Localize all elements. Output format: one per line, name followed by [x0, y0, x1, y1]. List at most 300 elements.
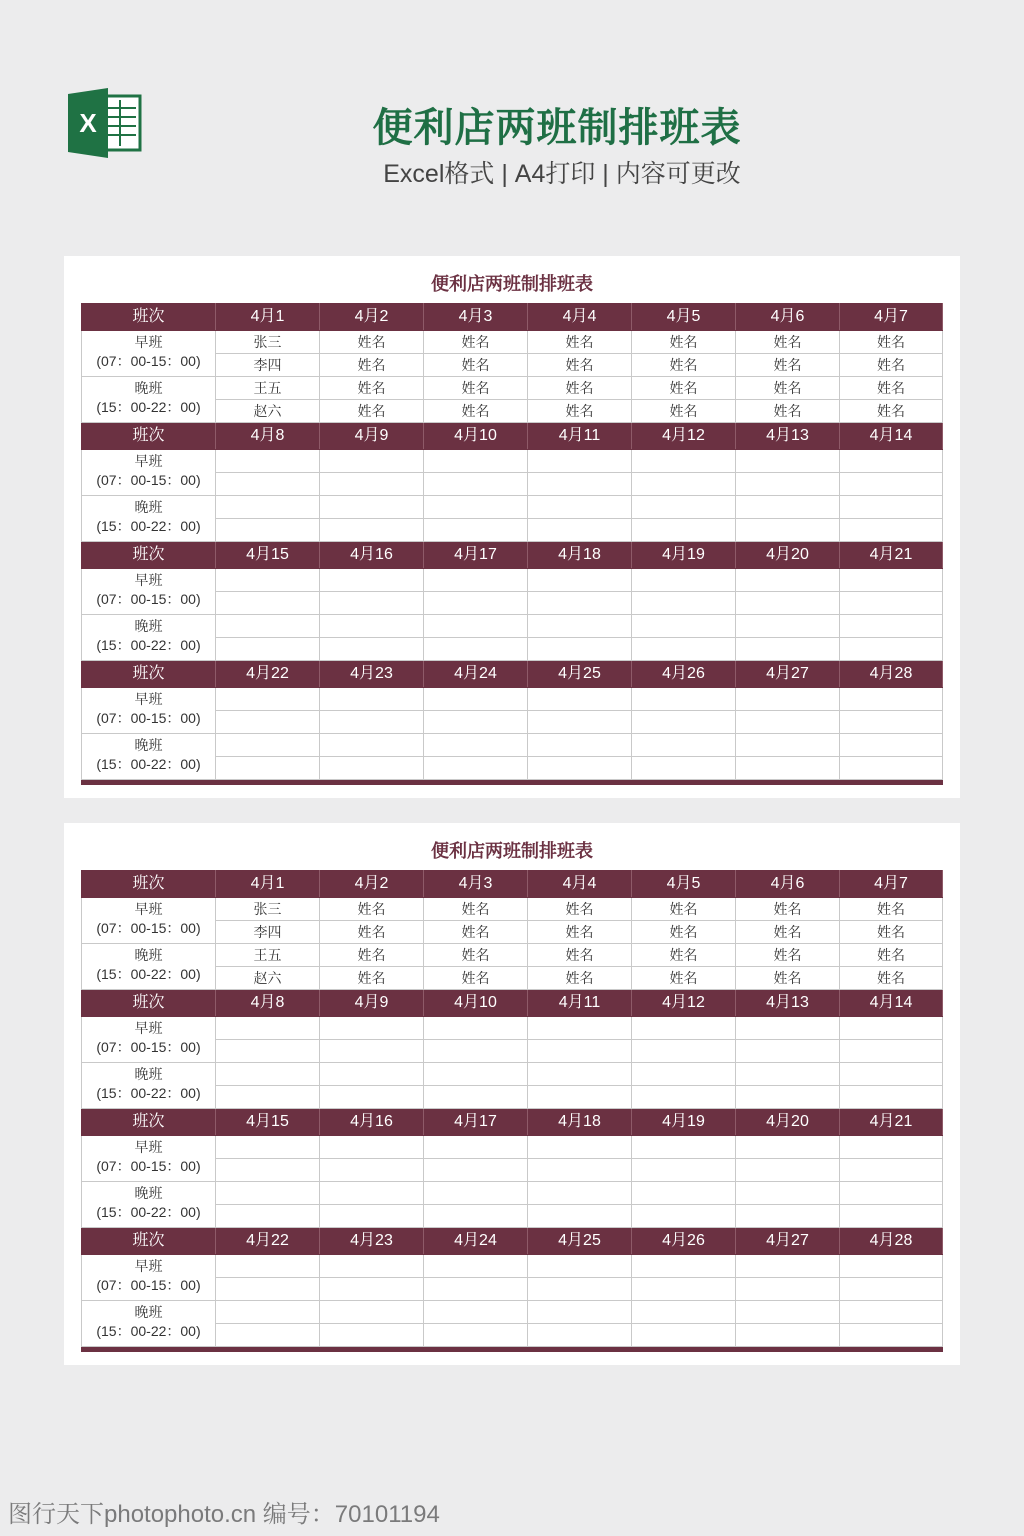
name-cell[interactable]	[424, 1040, 528, 1063]
name-cell[interactable]	[736, 592, 840, 615]
name-cell[interactable]	[424, 1301, 528, 1324]
name-cell[interactable]: 姓名	[840, 354, 943, 377]
name-cell[interactable]: 姓名	[528, 400, 632, 423]
name-cell[interactable]	[840, 1278, 943, 1301]
name-cell[interactable]	[216, 1063, 320, 1086]
name-cell[interactable]	[736, 1040, 840, 1063]
name-cell[interactable]	[736, 519, 840, 542]
name-cell[interactable]	[216, 638, 320, 661]
name-cell[interactable]	[424, 1017, 528, 1040]
name-cell[interactable]	[320, 1086, 424, 1109]
name-cell[interactable]	[840, 711, 943, 734]
name-cell[interactable]: 李四	[216, 354, 320, 377]
name-cell[interactable]	[320, 1159, 424, 1182]
evening-shift-label	[82, 734, 216, 780]
morning-shift-label	[82, 569, 216, 615]
date-header-cell: 4月4	[528, 304, 632, 331]
name-cell[interactable]	[320, 757, 424, 780]
name-cell[interactable]: 姓名	[528, 967, 632, 990]
name-cell[interactable]	[320, 592, 424, 615]
date-header-cell: 4月21	[840, 1109, 943, 1136]
name-cell[interactable]	[632, 519, 736, 542]
evening-shift-label	[82, 1182, 216, 1228]
date-header-cell: 4月20	[736, 542, 840, 569]
name-cell[interactable]: 姓名	[840, 331, 943, 354]
name-cell[interactable]	[528, 638, 632, 661]
name-cell[interactable]	[840, 688, 943, 711]
date-header-cell: 4月26	[632, 1228, 736, 1255]
name-cell[interactable]	[424, 1159, 528, 1182]
shift-label-text: 早班 (07：00-15：00)	[96, 334, 201, 369]
name-cell[interactable]	[632, 1086, 736, 1109]
date-header-cell: 4月22	[216, 661, 320, 688]
name-cell[interactable]	[320, 1182, 424, 1205]
name-cell[interactable]	[528, 1301, 632, 1324]
name-cell[interactable]	[528, 615, 632, 638]
name-cell[interactable]	[632, 1324, 736, 1347]
date-header-row	[82, 661, 943, 688]
name-cell[interactable]	[632, 734, 736, 757]
name-cell[interactable]	[424, 711, 528, 734]
name-cell[interactable]: 姓名	[840, 377, 943, 400]
morning-shift-label	[82, 1136, 216, 1182]
name-cell[interactable]	[320, 1040, 424, 1063]
name-cell[interactable]: 姓名	[840, 967, 943, 990]
name-cell[interactable]	[632, 1182, 736, 1205]
watermark-text: 图行天下photophoto.cn 编号：70101194	[8, 1501, 440, 1528]
name-cell[interactable]	[528, 1136, 632, 1159]
evening-shift-label	[82, 944, 216, 990]
page-header	[0, 0, 1024, 220]
table-footer-bar	[82, 1347, 943, 1352]
name-cell[interactable]	[216, 496, 320, 519]
name-cell[interactable]	[216, 1182, 320, 1205]
name-cell[interactable]	[216, 1017, 320, 1040]
name-cell[interactable]: 姓名	[528, 944, 632, 967]
name-cell[interactable]	[736, 1324, 840, 1347]
name-cell[interactable]	[216, 1324, 320, 1347]
name-cell[interactable]: 姓名	[632, 967, 736, 990]
date-header-cell: 4月20	[736, 1109, 840, 1136]
name-cell[interactable]	[216, 1301, 320, 1324]
name-cell[interactable]: 姓名	[736, 898, 840, 921]
shift-label-text: 晚班 (15：00-22：00)	[96, 1304, 201, 1339]
name-cell[interactable]: 姓名	[320, 377, 424, 400]
name-cell[interactable]	[840, 1136, 943, 1159]
name-cell[interactable]	[736, 638, 840, 661]
name-cell[interactable]	[632, 592, 736, 615]
name-cell[interactable]: 姓名	[632, 331, 736, 354]
name-cell[interactable]	[216, 1040, 320, 1063]
morning-shift-label	[82, 1017, 216, 1063]
name-cell[interactable]	[320, 496, 424, 519]
name-cell[interactable]	[632, 450, 736, 473]
name-cell[interactable]	[632, 1063, 736, 1086]
name-cell[interactable]	[216, 1278, 320, 1301]
name-cell[interactable]	[216, 592, 320, 615]
shift-label-text: 晚班 (15：00-22：00)	[96, 618, 201, 653]
name-cell[interactable]: 李四	[216, 921, 320, 944]
date-header-cell: 4月3	[424, 304, 528, 331]
name-cell[interactable]: 姓名	[632, 898, 736, 921]
name-cell[interactable]	[320, 1255, 424, 1278]
shift-label-text: 晚班 (15：00-22：00)	[96, 380, 201, 415]
name-cell[interactable]	[216, 734, 320, 757]
name-cell[interactable]	[424, 1086, 528, 1109]
name-cell[interactable]: 姓名	[320, 967, 424, 990]
name-cell[interactable]	[528, 1205, 632, 1228]
name-cell[interactable]	[840, 450, 943, 473]
name-cell[interactable]	[216, 519, 320, 542]
date-header-cell: 4月27	[736, 661, 840, 688]
name-cell[interactable]	[320, 1063, 424, 1086]
name-cell[interactable]	[736, 1205, 840, 1228]
name-cell[interactable]	[424, 1182, 528, 1205]
name-cell[interactable]: 姓名	[424, 898, 528, 921]
schedule-sheet-2	[64, 823, 960, 1365]
name-cell[interactable]: 姓名	[736, 944, 840, 967]
name-cell[interactable]	[840, 592, 943, 615]
name-cell[interactable]: 姓名	[424, 967, 528, 990]
name-cell[interactable]: 姓名	[528, 377, 632, 400]
name-cell[interactable]: 姓名	[320, 354, 424, 377]
name-cell[interactable]: 姓名	[528, 898, 632, 921]
name-cell[interactable]	[840, 1301, 943, 1324]
name-cell[interactable]	[320, 1301, 424, 1324]
shift-column-header: 班次	[82, 661, 216, 688]
name-cell[interactable]	[736, 1136, 840, 1159]
name-cell[interactable]	[632, 1040, 736, 1063]
name-cell[interactable]: 赵六	[216, 400, 320, 423]
name-cell[interactable]	[840, 1255, 943, 1278]
date-header-cell: 4月23	[320, 661, 424, 688]
name-cell[interactable]: 姓名	[632, 377, 736, 400]
morning-shift-label	[82, 898, 216, 944]
name-cell[interactable]	[320, 638, 424, 661]
date-header-cell: 4月28	[840, 1228, 943, 1255]
name-cell[interactable]	[736, 1159, 840, 1182]
name-cell[interactable]	[632, 569, 736, 592]
name-cell[interactable]	[736, 496, 840, 519]
name-cell[interactable]	[528, 1324, 632, 1347]
name-cell[interactable]	[528, 1159, 632, 1182]
name-cell[interactable]	[528, 1040, 632, 1063]
name-cell[interactable]: 姓名	[424, 944, 528, 967]
name-cell[interactable]	[840, 473, 943, 496]
name-cell[interactable]: 赵六	[216, 967, 320, 990]
name-cell[interactable]	[736, 1063, 840, 1086]
name-cell[interactable]	[320, 734, 424, 757]
name-cell[interactable]	[424, 569, 528, 592]
date-header-cell: 4月9	[320, 990, 424, 1017]
name-cell[interactable]	[736, 473, 840, 496]
name-cell[interactable]	[320, 1205, 424, 1228]
name-cell[interactable]	[840, 519, 943, 542]
name-cell[interactable]	[424, 1063, 528, 1086]
table-footer-bar	[82, 780, 943, 785]
date-header-cell: 4月12	[632, 990, 736, 1017]
name-cell[interactable]	[216, 1159, 320, 1182]
name-cell[interactable]	[528, 757, 632, 780]
name-cell[interactable]	[632, 473, 736, 496]
name-cell[interactable]	[216, 473, 320, 496]
table-row	[82, 1017, 943, 1040]
shift-label-text: 早班 (07：00-15：00)	[96, 1020, 201, 1055]
name-cell[interactable]	[840, 638, 943, 661]
name-cell[interactable]	[528, 473, 632, 496]
name-cell[interactable]: 张三	[216, 898, 320, 921]
name-cell[interactable]	[632, 1136, 736, 1159]
name-cell[interactable]	[840, 1017, 943, 1040]
name-cell[interactable]	[424, 1205, 528, 1228]
shift-column-header: 班次	[82, 990, 216, 1017]
name-cell[interactable]: 王五	[216, 944, 320, 967]
svg-text:X: X	[79, 108, 97, 138]
date-header-cell: 4月8	[216, 423, 320, 450]
date-header-row	[82, 871, 943, 898]
name-cell[interactable]	[840, 1324, 943, 1347]
name-cell[interactable]	[320, 1278, 424, 1301]
name-cell[interactable]	[528, 1063, 632, 1086]
name-cell[interactable]: 姓名	[424, 354, 528, 377]
name-cell[interactable]: 姓名	[736, 354, 840, 377]
name-cell[interactable]: 张三	[216, 331, 320, 354]
table-row	[82, 496, 943, 519]
name-cell[interactable]	[424, 473, 528, 496]
date-header-cell: 4月22	[216, 1228, 320, 1255]
name-cell[interactable]	[216, 711, 320, 734]
name-cell[interactable]	[840, 1182, 943, 1205]
shift-column-header: 班次	[82, 1228, 216, 1255]
name-cell[interactable]	[424, 1255, 528, 1278]
name-cell[interactable]	[320, 473, 424, 496]
name-cell[interactable]: 姓名	[632, 400, 736, 423]
name-cell[interactable]: 姓名	[320, 331, 424, 354]
name-cell[interactable]	[528, 569, 632, 592]
name-cell[interactable]	[632, 1205, 736, 1228]
name-cell[interactable]	[736, 1017, 840, 1040]
name-cell[interactable]	[424, 592, 528, 615]
name-cell[interactable]: 姓名	[736, 921, 840, 944]
name-cell[interactable]	[632, 757, 736, 780]
name-cell[interactable]	[840, 757, 943, 780]
name-cell[interactable]	[736, 688, 840, 711]
name-cell[interactable]: 姓名	[736, 967, 840, 990]
table-row	[82, 569, 943, 592]
name-cell[interactable]	[424, 496, 528, 519]
name-cell[interactable]	[840, 1040, 943, 1063]
name-cell[interactable]	[840, 1086, 943, 1109]
morning-shift-label	[82, 331, 216, 377]
name-cell[interactable]	[528, 1017, 632, 1040]
name-cell[interactable]	[528, 1086, 632, 1109]
name-cell[interactable]	[736, 757, 840, 780]
date-header-cell: 4月21	[840, 542, 943, 569]
name-cell[interactable]	[736, 1278, 840, 1301]
name-cell[interactable]	[216, 615, 320, 638]
name-cell[interactable]	[424, 638, 528, 661]
name-cell[interactable]	[424, 688, 528, 711]
name-cell[interactable]	[528, 734, 632, 757]
name-cell[interactable]	[632, 1255, 736, 1278]
name-cell[interactable]	[736, 615, 840, 638]
date-header-cell: 4月26	[632, 661, 736, 688]
table-row	[82, 450, 943, 473]
date-header-cell: 4月12	[632, 423, 736, 450]
page-subtitle: Excel格式 | A4打印 | 内容可更改	[383, 160, 741, 188]
name-cell[interactable]	[424, 757, 528, 780]
name-cell[interactable]	[216, 1086, 320, 1109]
name-cell[interactable]	[840, 734, 943, 757]
name-cell[interactable]	[216, 1136, 320, 1159]
name-cell[interactable]	[736, 711, 840, 734]
date-header-cell: 4月19	[632, 1109, 736, 1136]
name-cell[interactable]	[320, 1324, 424, 1347]
name-cell[interactable]	[424, 734, 528, 757]
name-cell[interactable]	[528, 496, 632, 519]
morning-shift-label	[82, 688, 216, 734]
name-cell[interactable]	[528, 592, 632, 615]
date-header-cell: 4月7	[840, 304, 943, 331]
name-cell[interactable]	[840, 1205, 943, 1228]
name-cell[interactable]: 王五	[216, 377, 320, 400]
date-header-cell: 4月16	[320, 1109, 424, 1136]
date-header-cell: 4月4	[528, 871, 632, 898]
shift-label-text: 晚班 (15：00-22：00)	[96, 1185, 201, 1220]
date-header-row	[82, 423, 943, 450]
name-cell[interactable]: 姓名	[736, 400, 840, 423]
sheet-title: 便利店两班制排班表	[431, 274, 593, 294]
name-cell[interactable]	[528, 450, 632, 473]
name-cell[interactable]	[528, 1278, 632, 1301]
name-cell[interactable]	[840, 615, 943, 638]
date-header-cell: 4月9	[320, 423, 424, 450]
name-cell[interactable]	[216, 1205, 320, 1228]
name-cell[interactable]	[320, 519, 424, 542]
name-cell[interactable]: 姓名	[424, 331, 528, 354]
name-cell[interactable]	[424, 1278, 528, 1301]
morning-shift-label	[82, 450, 216, 496]
name-cell[interactable]	[320, 615, 424, 638]
name-cell[interactable]	[528, 688, 632, 711]
name-cell[interactable]: 姓名	[736, 377, 840, 400]
name-cell[interactable]	[216, 450, 320, 473]
name-cell[interactable]	[736, 569, 840, 592]
name-cell[interactable]: 姓名	[424, 377, 528, 400]
shift-label-text: 晚班 (15：00-22：00)	[96, 737, 201, 772]
date-header-cell: 4月15	[216, 1109, 320, 1136]
name-cell[interactable]	[320, 688, 424, 711]
name-cell[interactable]: 姓名	[840, 898, 943, 921]
name-cell[interactable]: 姓名	[424, 400, 528, 423]
name-cell[interactable]	[528, 519, 632, 542]
name-cell[interactable]: 姓名	[840, 921, 943, 944]
date-header-cell: 4月10	[424, 990, 528, 1017]
name-cell[interactable]: 姓名	[840, 944, 943, 967]
name-cell[interactable]	[528, 1182, 632, 1205]
name-cell[interactable]: 姓名	[632, 944, 736, 967]
name-cell[interactable]: 姓名	[840, 400, 943, 423]
name-cell[interactable]	[216, 757, 320, 780]
name-cell[interactable]: 姓名	[320, 898, 424, 921]
date-header-cell: 4月18	[528, 1109, 632, 1136]
name-cell[interactable]	[424, 519, 528, 542]
name-cell[interactable]	[840, 496, 943, 519]
name-cell[interactable]	[632, 496, 736, 519]
name-cell[interactable]	[424, 1136, 528, 1159]
date-header-cell: 4月17	[424, 542, 528, 569]
date-header-cell: 4月16	[320, 542, 424, 569]
name-cell[interactable]	[840, 569, 943, 592]
name-cell[interactable]: 姓名	[632, 921, 736, 944]
shift-column-header: 班次	[82, 542, 216, 569]
evening-shift-label	[82, 1063, 216, 1109]
date-header-row	[82, 1228, 943, 1255]
table-row	[82, 1182, 943, 1205]
evening-shift-label	[82, 377, 216, 423]
shift-column-header: 班次	[82, 1109, 216, 1136]
date-header-row	[82, 1109, 943, 1136]
name-cell[interactable]	[632, 1017, 736, 1040]
name-cell[interactable]	[424, 450, 528, 473]
name-cell[interactable]	[632, 1301, 736, 1324]
name-cell[interactable]	[528, 711, 632, 734]
name-cell[interactable]	[840, 1063, 943, 1086]
name-cell[interactable]	[216, 688, 320, 711]
name-cell[interactable]: 姓名	[424, 921, 528, 944]
name-cell[interactable]	[216, 1255, 320, 1278]
name-cell[interactable]: 姓名	[320, 400, 424, 423]
name-cell[interactable]	[424, 1324, 528, 1347]
name-cell[interactable]	[320, 711, 424, 734]
name-cell[interactable]: 姓名	[528, 331, 632, 354]
name-cell[interactable]: 姓名	[736, 331, 840, 354]
name-cell[interactable]	[216, 569, 320, 592]
name-cell[interactable]	[320, 569, 424, 592]
name-cell[interactable]	[320, 1136, 424, 1159]
name-cell[interactable]	[632, 1278, 736, 1301]
shift-label-text: 早班 (07：00-15：00)	[96, 691, 201, 726]
name-cell[interactable]	[632, 688, 736, 711]
name-cell[interactable]	[736, 734, 840, 757]
name-cell[interactable]	[736, 1182, 840, 1205]
name-cell[interactable]	[320, 450, 424, 473]
shift-label-text: 晚班 (15：00-22：00)	[96, 947, 201, 982]
shift-column-header: 班次	[82, 304, 216, 331]
name-cell[interactable]: 姓名	[320, 921, 424, 944]
name-cell[interactable]	[528, 1255, 632, 1278]
date-header-cell: 4月14	[840, 423, 943, 450]
name-cell[interactable]	[632, 615, 736, 638]
evening-shift-label	[82, 496, 216, 542]
name-cell[interactable]	[632, 1159, 736, 1182]
name-cell[interactable]: 姓名	[528, 354, 632, 377]
name-cell[interactable]	[424, 615, 528, 638]
name-cell[interactable]	[840, 1159, 943, 1182]
page-title: 便利店两班制排班表	[372, 106, 742, 150]
name-cell[interactable]	[736, 1301, 840, 1324]
name-cell[interactable]	[320, 1017, 424, 1040]
name-cell[interactable]: 姓名	[528, 921, 632, 944]
date-header-row	[82, 542, 943, 569]
name-cell[interactable]	[736, 1255, 840, 1278]
name-cell[interactable]	[736, 1086, 840, 1109]
name-cell[interactable]: 姓名	[632, 354, 736, 377]
name-cell[interactable]	[736, 450, 840, 473]
name-cell[interactable]: 姓名	[320, 944, 424, 967]
name-cell[interactable]	[632, 638, 736, 661]
name-cell[interactable]	[632, 711, 736, 734]
